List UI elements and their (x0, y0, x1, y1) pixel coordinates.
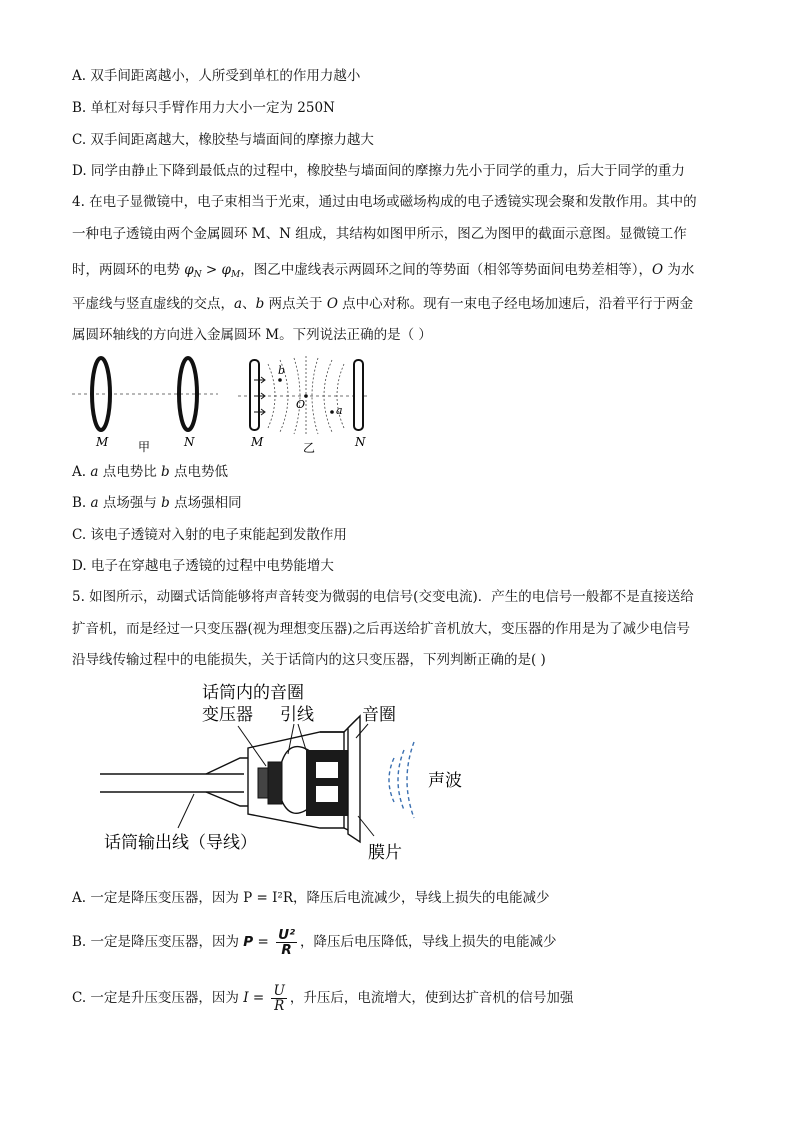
q3-option-d: D. 同学由静止下降到最低点的过程中，橡胶垫与墙面间的摩擦力先小于同学的重力，后大于同学的重力 (72, 163, 685, 179)
ring-m-jia (92, 358, 110, 430)
label-yi: 乙 (303, 441, 316, 455)
q5-stem-line-1: 5. 如图所示，动圈式话筒能够将声音转变为微弱的电信号(交变电流)．产生的电信号一般都不是直接送给 (72, 589, 694, 605)
label-o-yi: O (296, 398, 306, 411)
label-transformer-1: 话筒内的 (202, 683, 270, 703)
q4-option-a: A. a 点电势比 b 点电势低 (72, 464, 228, 480)
q3-option-a: A. 双手间距离越小，人所受到单杠的作用力越小 (72, 68, 361, 84)
label-coil: 音圈 (270, 683, 304, 703)
label-wave: 声波 (428, 771, 462, 791)
q4-stem-line-3: 时，两圆环的电势 $\varphi_N > \varphi_M$，图乙中虚线表示两圆环之间的等势面（相邻等势面间电势差相等），O 为水 (72, 262, 695, 280)
q4-stem-line-5: 属圆环轴线的方向进入金属圆环 M。下列说法正确的是（ ） (72, 327, 432, 343)
q4-option-c: C. 该电子透镜对入射的电子束能起到发散作用 (72, 527, 347, 543)
q5-stem-line-2: 扩音机，而是经过一只变压器(视为理想变压器)之后再送给扩音机放大，变压器的作用是为了减少电信号 (72, 621, 691, 637)
q5-stem-line-3: 沿导线传输过程中的电能损失，关于话筒内的这只变压器，下列判断正确的是( ) (72, 652, 546, 668)
label-m-jia: M (96, 435, 109, 449)
q5-figure (98, 676, 508, 866)
label-b-yi: b (278, 364, 286, 377)
label-output: 话筒输出线（导线） (104, 833, 257, 853)
ring-m-yi (250, 360, 259, 430)
q4-stem-line-4: 平虚线与竖直虚线的交点，a、b 两点关于 O 点中心对称。现有一束电子经电场加速后，沿着平行于两金 (72, 296, 694, 312)
q3-option-b: B. 单杠对每只手臂作用力大小一定为 250N (72, 100, 335, 116)
q4-figure (68, 350, 388, 458)
label-a-yi: a (336, 404, 343, 417)
q4-option-b: B. a 点场强与 b 点场强相同 (72, 495, 242, 511)
label-lead: 引线 (280, 705, 314, 725)
q5-option-b: B. 一定是降压变压器，因为 P = $\frac{\text{U²}}{R}$ ，降压后电压降低，导线上损失的电能减少 (72, 927, 557, 958)
label-membrane: 膜片 (368, 843, 402, 863)
label-n-jia: N (184, 435, 195, 449)
label-coil-2: 音圈 (362, 705, 396, 725)
label-m-yi: M (251, 435, 264, 449)
q4-option-d: D. 电子在穿越电子透镜的过程中电势能增大 (72, 558, 334, 574)
q3-option-c: C. 双手间距离越大，橡胶垫与墙面间的摩擦力越大 (72, 132, 374, 148)
q4-stem-line-1: 4. 在电子显微镜中，电子束相当于光束，通过由电场或磁场构成的电子透镜实现会聚和发散作用。其中的 (72, 194, 697, 210)
label-jia: 甲 (138, 440, 151, 454)
label-n-yi: N (355, 435, 366, 449)
q4-stem-line-2: 一种电子透镜由两个金属圆环 M、N 组成，其结构如图甲所示，图乙为图甲的截面示意图。显微镜工作 (72, 226, 687, 242)
ring-n-yi (354, 360, 363, 430)
label-transformer-2: 变压器 (202, 705, 253, 725)
q5-option-c: C. 一定是升压变压器，因为 I = $\frac{U}{R}$ ，升压后，电流增大，使到达扩音机的信号加强 (72, 983, 574, 1014)
q5-option-a: A. 一定是降压变压器，因为 P = I²R，降压后电流减少，导线上损失的电能减少 (72, 890, 550, 906)
